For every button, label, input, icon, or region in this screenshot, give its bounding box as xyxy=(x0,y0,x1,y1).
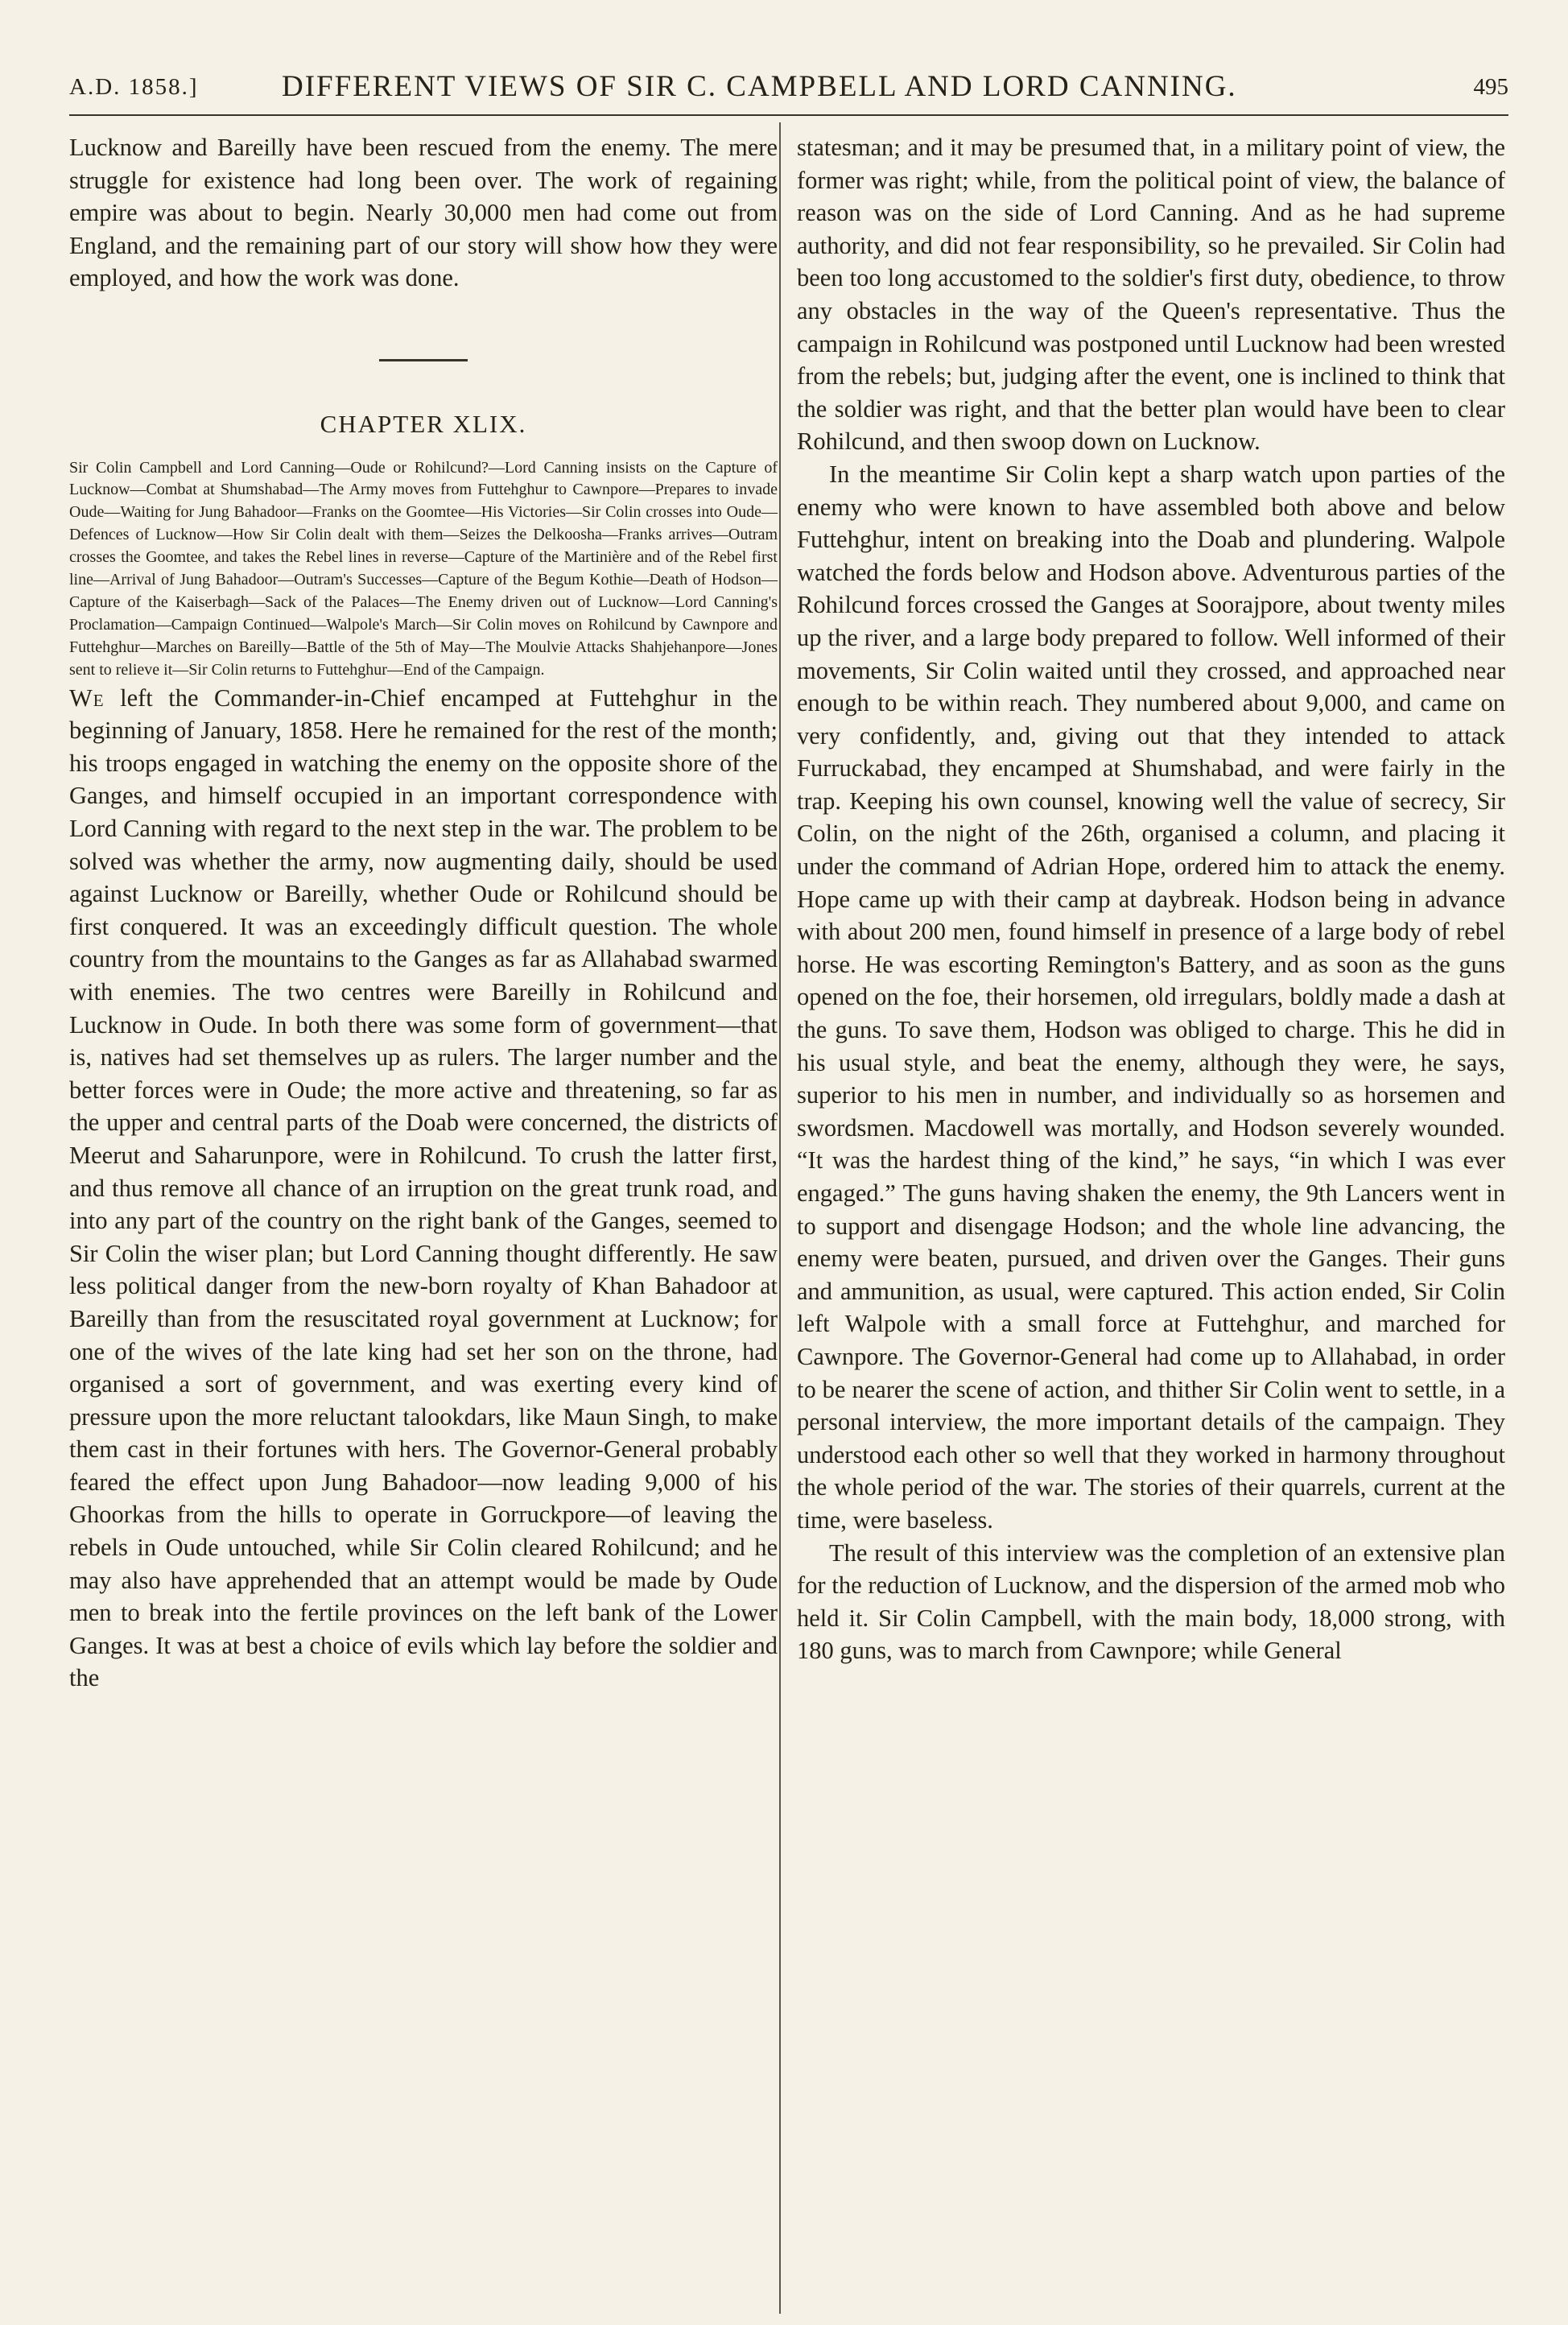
right-paragraph-3: The result of this interview was the completion of an extensive plan for the reduction of Lucknow, and the dispersion of the armed mob who held it. Sir Colin Campbell, with the main body, 18,000 strong, with 180 guns, was to march from Cawnpore; while General xyxy=(797,1538,1505,1665)
right-paragraph-2: In the meantime Sir Colin kept a sharp watch upon parties of the enemy who were known to have assembled both above and below Futtehghur, intent on breaking into the Doab and plundering. Walpole watched the fords below and Hodson above. Adventurous parties of the Rohilcund forces crossed the Ganges at Soorajpore, about twenty miles up the river, and a large body prepared to follow. Well informed of their movements, Sir Colin waited until they crossed, and approached near enough to be within reach. They numbered about 9,000, and came on very confidently, and, giving out that they intended to attack Furruckabad, they encamped at Shumshabad, and were fairly in the trap. Keeping his own counsel, knowing well the value of secrecy, Sir Colin, on the night of the 26th, organised a column, and placing it under the command of Adrian Hope, ordered him to attack the enemy. Hope came up with their camp at daybreak. Hodson being in advance with about 200 men, found himself in presence of a large body of rebel horse. He was escorting Remington's Battery, and as soon as the guns opened on the foe, their horsemen, old irregulars, boldly made a dash at the guns. To save them, Hodson was obliged to charge. This he did in his usual style, and beat the enemy, although they were, he says, superior to his men in number, and individually so as horsemen and swordsmen. Macdowell was mortally, and Hodson severely wounded. “It was the hardest thing of the kind,” he says, “in which I was ever engaged.” The guns having shaken the enemy, the 9th Lancers went in to support and disengage Hodson; and the whole line advancing, the enemy were beaten, pursued, and driven over the Ganges. Their guns and ammunition, as usual, were captured. This action ended, Sir Colin left Walpole with a small force at Futtehghur, and marched for Cawnpore. The Governor-General had come up to Allahabad, in order to be nearer the scene of action, and thither Sir Colin went to settle, in a personal interview, the more important details of the campaign. They understood each other so well that they worked in harmony throughout the whole period of the war. The stories of their quarrels, current at the time, were baseless. xyxy=(797,460,1505,1534)
column-divider xyxy=(779,122,781,2314)
chapter-title: CHAPTER XLIX. xyxy=(320,409,527,438)
opening-paragraph: Lucknow and Bareilly have been rescued from the enemy. The mere struggle for existence had long been over. The work of regaining empire was about to begin. Nearly 30,000 men had come out from England, and the remaining part of our story will show how they were employed, and how the work was done. xyxy=(69,134,778,292)
right-paragraph-1: statesman; and it may be presumed that, in a military point of view, the former was right; while, from the political point of view, the balance of reason was on the side of Lord Canning. And as he had supreme authority, and did not fear responsibility, so he prevailed. Sir Colin had been too long accustomed to the soldier's first duty, obedience, to throw any obstacles in the way of the Queen's representative. Thus the campaign in Rohilcund was postponed until Lucknow had been wrested from the rebels; but, judging after the event, one is inclined to think that the soldier was right, and that the better plan would have been to clear Rohilcund, and then swoop down on Lucknow. xyxy=(797,134,1505,456)
right-column xyxy=(797,131,1505,1667)
chapter-synopsis: Sir Colin Campbell and Lord Canning—Oude or Rohilcund?—Lord Canning insists on the Capture of Lucknow—Combat at Shumshabad—The Army moves from Futtehghur to Cawnpore—Prepares to invade Oude—Waiting for Jung Bahadoor—Franks on the Goomtee—His Victories—Sir Colin crosses into Oude—Defences of Lucknow—How Sir Colin dealt with them—Seizes the Delkoosha—Franks arrives—Outram crosses the Goomtee, and takes the Rebel lines in reverse—Capture of the Martinière and of the Rebel first line—Arrival of Jung Bahadoor—Outram's Successes—Capture of the Begum Kothie—Death of Hodson—Capture of the Kaiserbagh—Sack of the Palaces—The Enemy driven out of Lucknow—Lord Canning's Proclamation—Campaign Continued—Walpole's March—Sir Colin moves on Rohilcund by Cawnpore and Futtehghur—Marches on Bareilly—Battle of the 5th of May—The Moulvie Attacks Shahjehanpore—Jones sent to relieve it—Sir Colin returns to Futtehghur—End of the Campaign. xyxy=(69,458,778,679)
running-head-title: DIFFERENT VIEWS OF SIR C. CAMPBELL AND LORD CANNING. xyxy=(282,70,1237,103)
page-number: 495 xyxy=(1473,74,1508,100)
left-column xyxy=(69,131,778,1695)
chapter-body-text: left the Commander-in-Chief encamped at Futtehghur in the beginning of January, 1858. Here he remained for the rest of the month; his troops engaged in watching the enemy on the opposite shore of the Ganges, and himself occupied in an important correspondence with Lord Canning with regard to the next step in the war. The problem to be solved was whether the army, now augmenting daily, should be used against Lucknow or Bareilly, whether Oude or Rohilcund should be first conquered. It was an exceedingly difficult question. The whole country from the mountains to the Ganges as far as Allahabad swarmed with enemies. The two centres were Bareilly in Rohilcund and Lucknow in Oude. In both there was some form of government—that is, natives had set themselves up as rulers. The larger number and the better forces were in Oude; the more active and threatening, so far as the upper and central parts of the Doab were concerned, the districts of Meerut and Saharunpore, were in Rohilcund. To crush the latter first, and thus remove all chance of an irruption on the great trunk road, and into any part of the country on the right bank of the Ganges, seemed to Sir Colin the wiser plan; but Lord Canning thought differently. He saw less political danger from the new-born royalty of Khan Bahadoor at Bareilly than from the resuscitated royal government at Lucknow; for one of the wives of the late king had set her son on the throne, had organised a sort of government, and was exerting every kind of pressure upon the more reluctant talookdars, like Maun Singh, to make them cast in their fortunes with hers. The Governor-General probably feared the effect upon Jung Bahadoor—now leading 9,000 of his Ghoorkas from the hills to operate in Gorruckpore—of leaving the rebels in Oude untouched, while Sir Colin cleared Rohilcund; and he may also have apprehended that an attempt would be made by Oude men to break into the fertile provinces on the left bank of the Lower Ganges. It was at best a choice of evils which lay before the soldier and the xyxy=(69,683,778,1692)
header-rule xyxy=(69,114,1508,116)
chapter-body-paragraph xyxy=(69,682,778,1695)
running-head-date: A.D. 1858.] xyxy=(69,74,199,100)
section-divider-rule xyxy=(379,359,468,361)
chapter-opening-word: We xyxy=(69,683,105,712)
running-head xyxy=(69,69,1508,106)
